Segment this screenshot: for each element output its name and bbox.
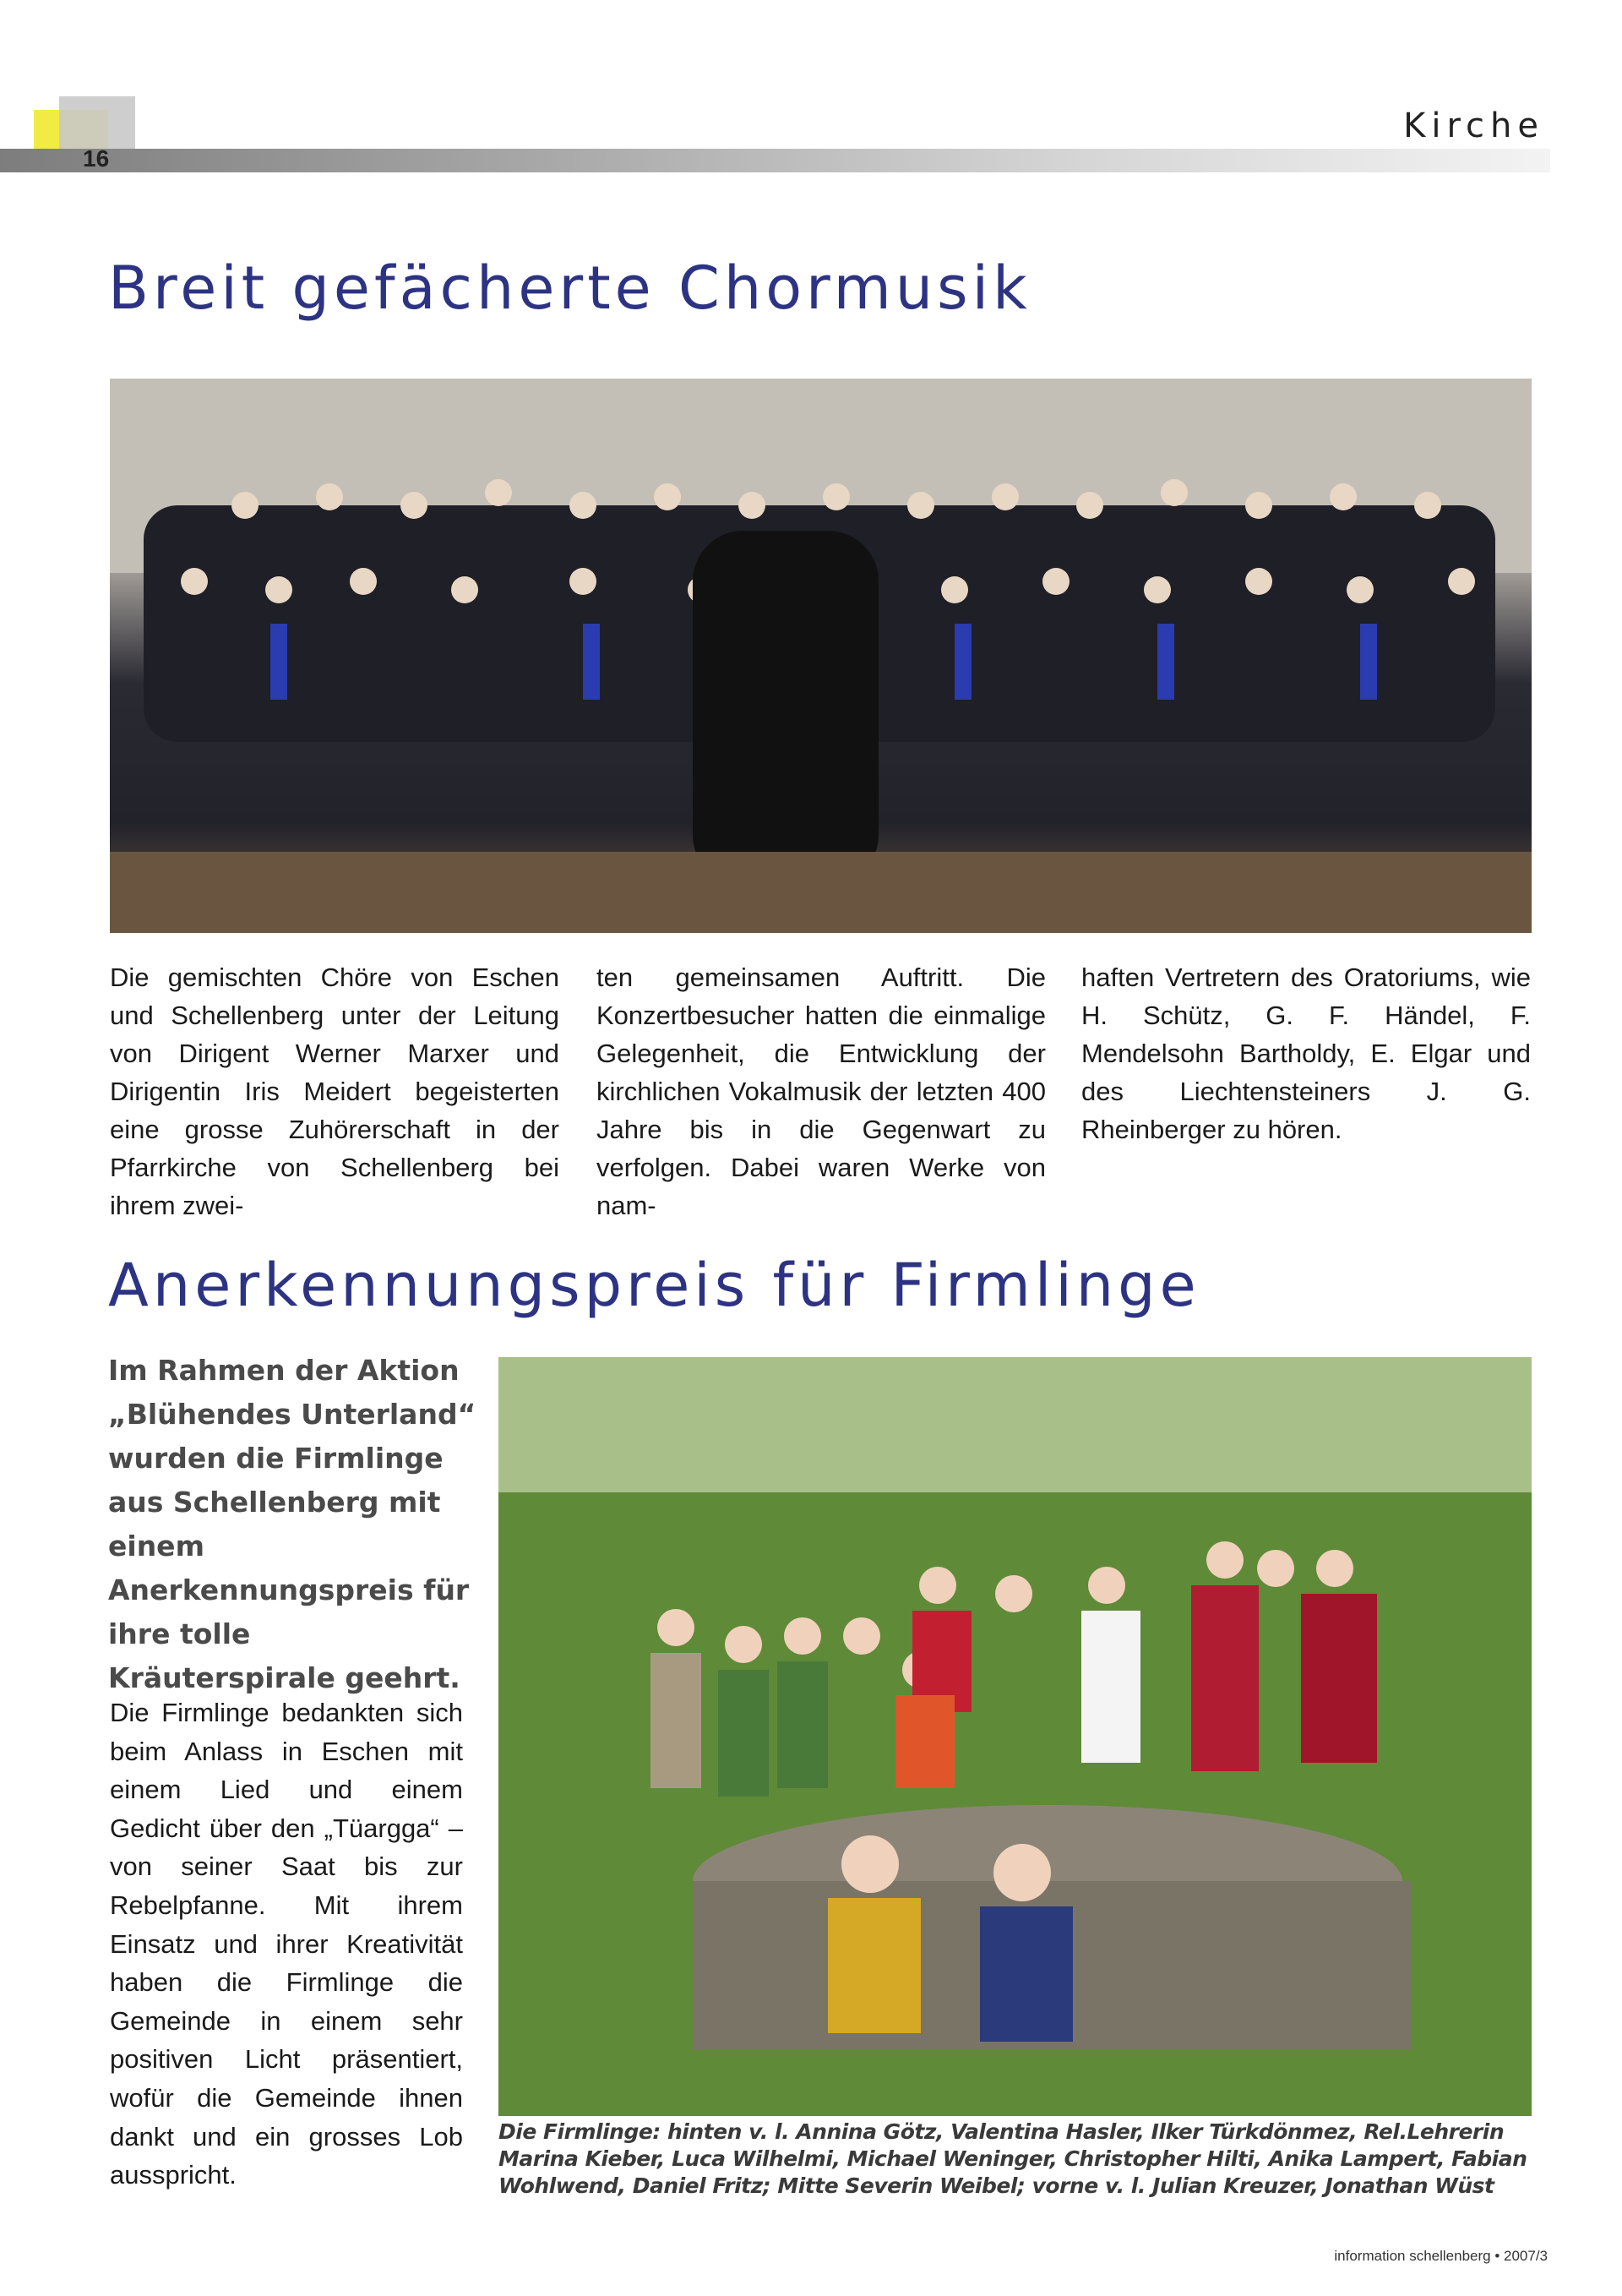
article-title-anerkennungspreis: Anerkennungspreis für Firmlinge bbox=[108, 1251, 1200, 1320]
article1-column-3: haften Vertretern des Oratoriums, wie H. Schütz, G. F. Händel, F. Mendelsohn Bartholdy, E. Elgar und des Liechtensteiners J. G. Rheinberger zu hören. bbox=[1081, 963, 1531, 1144]
article1-column-2: ten gemeinsamen Auftritt. Die Konzertbesucher hatten die einmalige Gelegenheit, die Entwicklung der kirchlichen Vokalmusik der letzten 400 Jahre bis in die Gegenwart zu verfolgen. Dabei waren Werke von nam- bbox=[596, 963, 1046, 1220]
choir-photo bbox=[110, 379, 1532, 933]
firmlinge-illustration bbox=[498, 1357, 1532, 2116]
article2-lead: Im Rahmen der Aktion „Blühendes Unterland“ wurden die Firmlinge aus Schellenberg mit einem Anerkennungspreis für ihre tolle Kräuterspirale geehrt. bbox=[108, 1354, 476, 1694]
article-title-chormusik: Breit gefächerte Chormusik bbox=[108, 254, 1031, 323]
section-label: Kirche bbox=[1403, 106, 1544, 145]
footer-publication: information schellenberg • 2007/3 bbox=[1334, 2248, 1548, 2264]
firmlinge-photo bbox=[498, 1357, 1532, 2116]
choir-illustration bbox=[110, 379, 1532, 933]
article2-body: Die Firmlinge bedankten sich beim Anlass in Eschen mit einem Lied und einem Gedicht über den „Tüargga“ – von seiner Saat bis zur Rebelpfanne. Mit ihrem Einsatz und ihrer Kreativität haben die Firmlinge die Gemeinde in einem sehr positiven Licht präsentiert, wofür die Gemeinde ihnen dankt und ein grosses Lob ausspricht. bbox=[110, 1698, 463, 2190]
page-number: 16 bbox=[83, 145, 110, 172]
header-gradient-bar bbox=[0, 149, 1550, 172]
photo-caption: Die Firmlinge: hinten v. l. Annina Götz, Valentina Hasler, Ilker Türkdönmez, Rel.Lehrerin Marina Kieber, Luca Wilhelmi, Michael Weninger, Christopher Hilti, Anika Lampert, Fabian Wohlwend, Daniel Fritz; Mitte Severin Weibel; vorne v. l. Julian Kreuzer, Jonathan Wüst bbox=[498, 2119, 1527, 2198]
article1-column-1: Die gemischten Chöre von Eschen und Schellenberg unter der Leitung von Dirigent Werner Marxer und Dirigentin Iris Meidert begeisterten eine grosse Zuhörerschaft in der Pfarrkirche von Schellenberg bei ihrem zwei- bbox=[110, 963, 559, 1220]
header-grey-square bbox=[59, 96, 135, 149]
